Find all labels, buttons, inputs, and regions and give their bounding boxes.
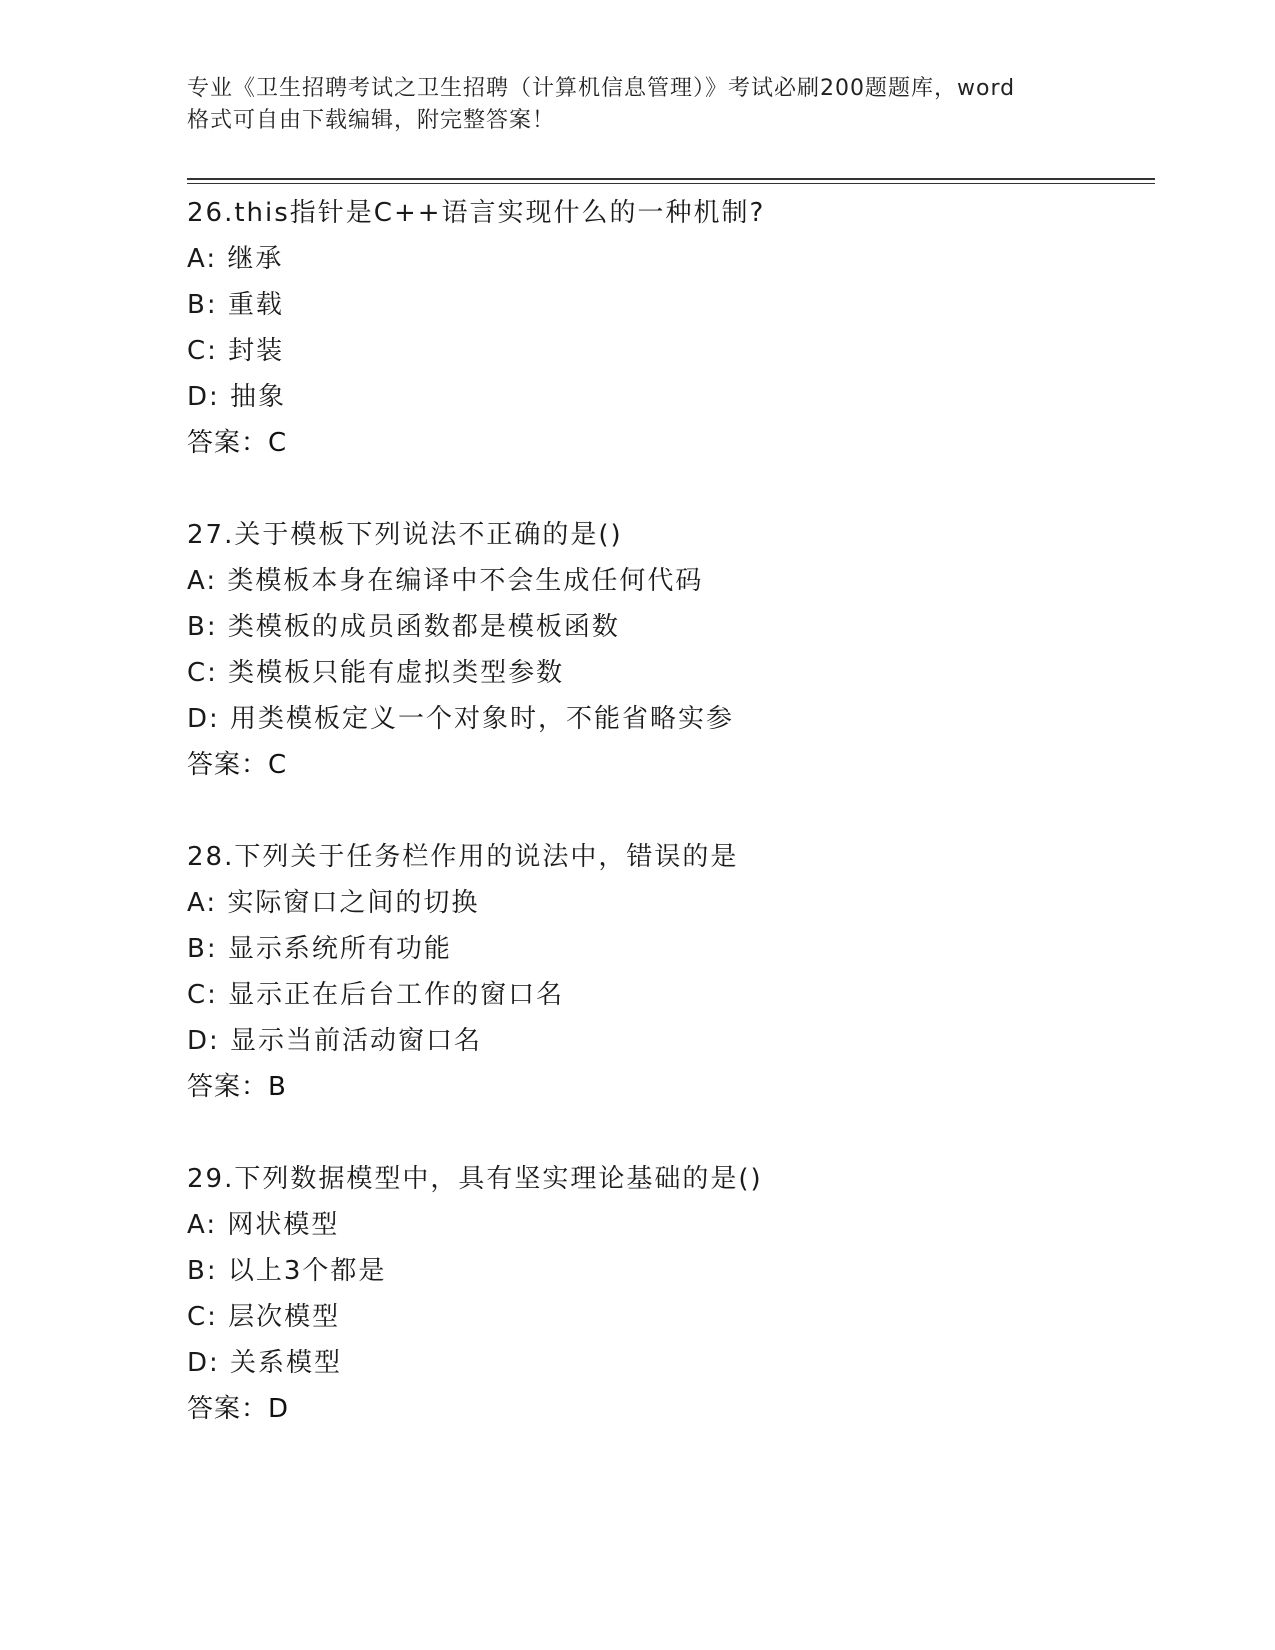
question-stem: 29.下列数据模型中，具有坚实理论基础的是() (187, 1164, 763, 1194)
option-c: C: 显示正在后台工作的窗口名 (187, 980, 565, 1010)
answer-line: 答案：D (187, 1394, 290, 1424)
question-27 (187, 512, 1147, 788)
option-d: D: 关系模型 (187, 1348, 343, 1378)
option-c: C: 类模板只能有虚拟类型参数 (187, 658, 565, 688)
question-stem: 27.关于模板下列说法不正确的是() (187, 520, 623, 550)
answer-line: 答案：C (187, 428, 288, 458)
answer-line: 答案：C (187, 750, 288, 780)
option-d: D: 显示当前活动窗口名 (187, 1026, 483, 1056)
question-list (187, 190, 1147, 1478)
option-d: D: 抽象 (187, 382, 287, 412)
option-b: B: 重载 (187, 290, 284, 320)
header-line-1: 专业《卫生招聘考试之卫生招聘（计算机信息管理）》考试必刷200题题库，word (187, 76, 1016, 101)
question-26 (187, 190, 1147, 466)
question-29 (187, 1156, 1147, 1432)
header-divider-thick (187, 178, 1155, 180)
option-a: A: 继承 (187, 244, 284, 274)
answer-line: 答案：B (187, 1072, 287, 1102)
option-a: A: 网状模型 (187, 1210, 340, 1240)
question-stem: 28.下列关于任务栏作用的说法中，错误的是 (187, 842, 739, 872)
header-line-2: 格式可自由下载编辑，附完整答案！ (187, 108, 556, 133)
option-b: B: 以上3个都是 (187, 1256, 387, 1286)
option-c: C: 层次模型 (187, 1302, 341, 1332)
header-divider-thin (187, 183, 1155, 184)
question-28 (187, 834, 1147, 1110)
option-b: B: 显示系统所有功能 (187, 934, 452, 964)
option-a: A: 实际窗口之间的切换 (187, 888, 480, 918)
document-header (187, 73, 1087, 137)
option-a: A: 类模板本身在编译中不会生成任何代码 (187, 566, 704, 596)
question-stem: 26.this指针是C++语言实现什么的一种机制? (187, 198, 766, 228)
option-b: B: 类模板的成员函数都是模板函数 (187, 612, 620, 642)
option-c: C: 封装 (187, 336, 285, 366)
option-d: D: 用类模板定义一个对象时，不能省略实参 (187, 704, 735, 734)
